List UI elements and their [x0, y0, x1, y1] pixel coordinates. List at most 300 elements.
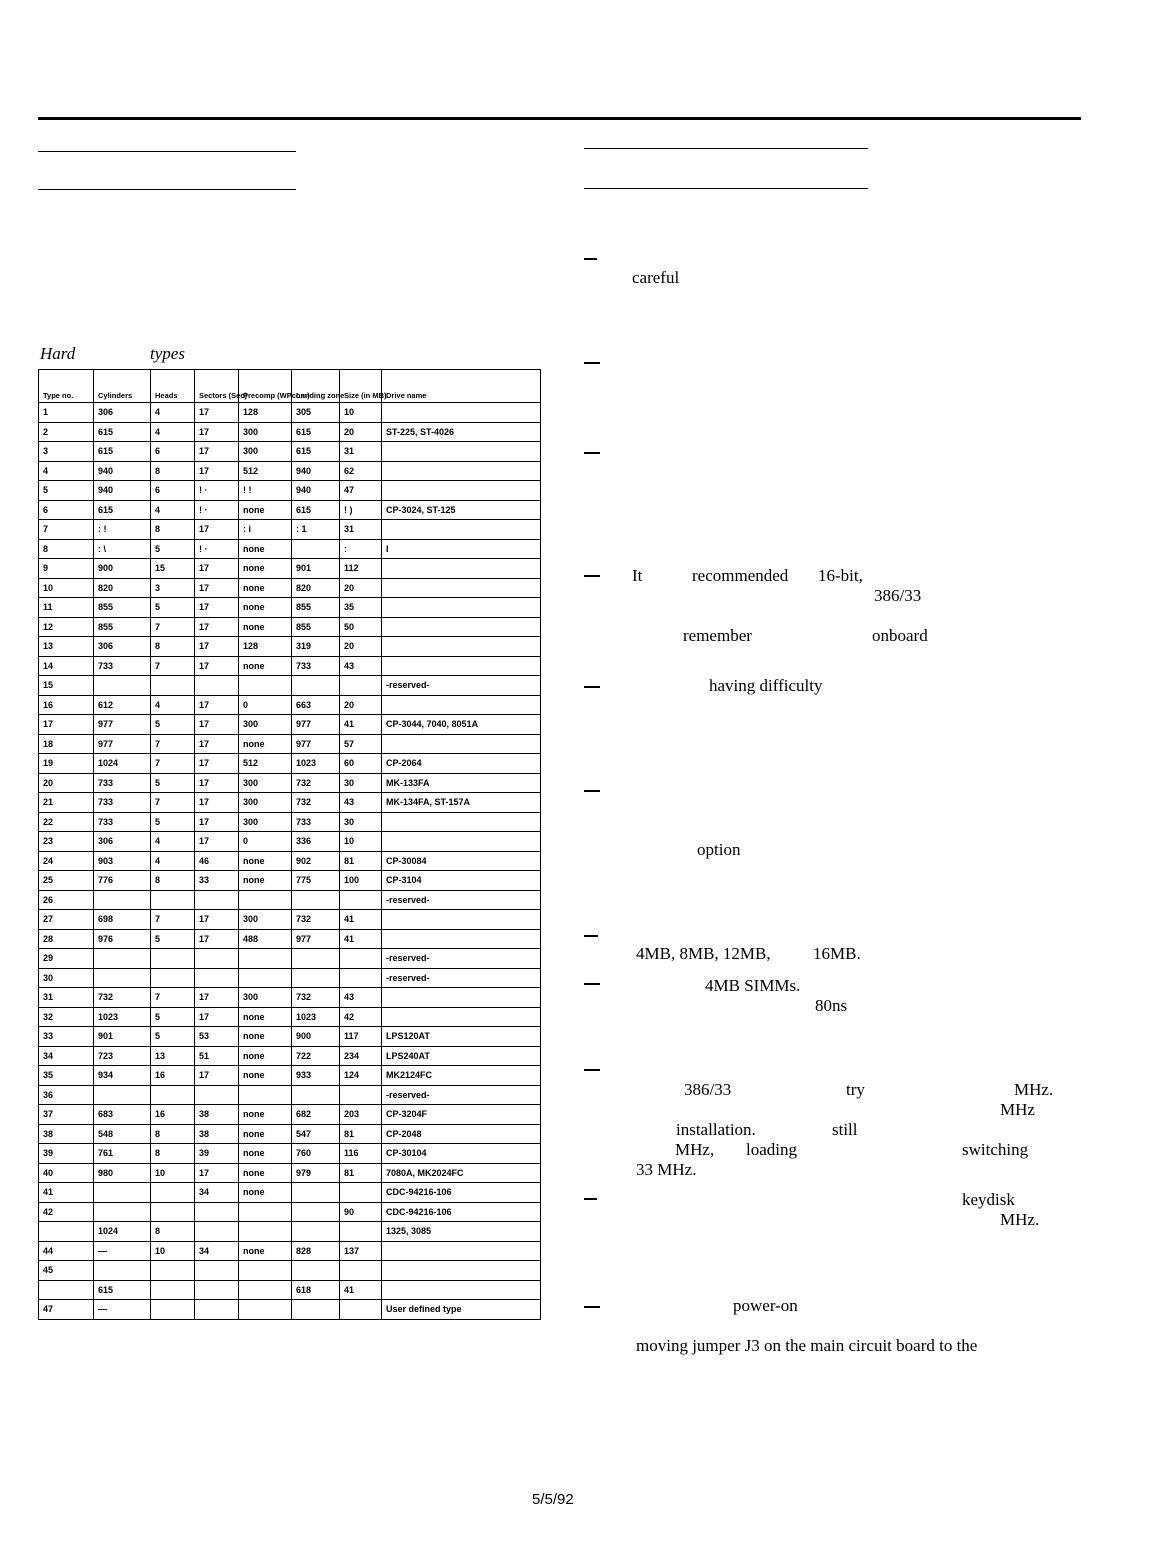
table-cell: 902 [292, 851, 340, 871]
table-cell: 39 [39, 1144, 94, 1164]
table-cell [340, 1085, 382, 1105]
table-cell: 4 [151, 500, 195, 520]
table-cell: none [239, 617, 292, 637]
table-cell: 6 [39, 500, 94, 520]
text-fragment: 4MB SIMMs. [705, 976, 801, 995]
table-cell: 7 [151, 617, 195, 637]
table-cell: none [239, 1105, 292, 1125]
table-cell: 33 [195, 871, 239, 891]
table-cell: 38 [195, 1105, 239, 1125]
table-cell [382, 520, 541, 540]
table-cell: -reserved- [382, 676, 541, 696]
table-cell: 300 [239, 812, 292, 832]
table-row [39, 949, 541, 969]
table-cell: 8 [39, 539, 94, 559]
table-cell: 15 [39, 676, 94, 696]
table-cell: 7 [151, 734, 195, 754]
table-row [39, 539, 541, 559]
column-header: Drive name [382, 370, 541, 403]
table-cell [292, 1300, 340, 1320]
table-cell: none [239, 1241, 292, 1261]
table-cell: 43 [340, 988, 382, 1008]
bullet-dash [584, 575, 600, 577]
table-cell: 14 [39, 656, 94, 676]
table-cell: 45 [39, 1261, 94, 1281]
table-cell: 100 [340, 871, 382, 891]
table-cell: CP-3024, ST-125 [382, 500, 541, 520]
table-cell [94, 1202, 151, 1222]
table-cell: : ! [94, 520, 151, 540]
table-cell: 17 [195, 656, 239, 676]
table-cell: 775 [292, 871, 340, 891]
table-cell: CDC-94216-106 [382, 1183, 541, 1203]
table-cell [39, 1280, 94, 1300]
table-cell: 32 [39, 1007, 94, 1027]
table-cell: 7 [151, 754, 195, 774]
table-row [39, 1222, 541, 1242]
table-cell [151, 1261, 195, 1281]
table-cell [94, 1183, 151, 1203]
text-fragment: 16MB. [813, 944, 861, 963]
table-cell: 733 [292, 656, 340, 676]
table-cell: : i [239, 520, 292, 540]
table-cell: 319 [292, 637, 340, 657]
table-cell [382, 734, 541, 754]
table-cell: 42 [340, 1007, 382, 1027]
table-cell: 300 [239, 793, 292, 813]
table-cell [239, 968, 292, 988]
table-cell: 20 [340, 422, 382, 442]
table-cell: 1023 [292, 754, 340, 774]
table-row [39, 715, 541, 735]
table-cell: 4 [151, 851, 195, 871]
table-cell [239, 1261, 292, 1281]
table-cell [382, 1007, 541, 1027]
table-cell: CP-3204F [382, 1105, 541, 1125]
table-cell: 31 [340, 442, 382, 462]
table-row [39, 910, 541, 930]
text-fragment: installation. [676, 1120, 756, 1139]
table-cell: none [239, 1027, 292, 1047]
table-cell: 90 [340, 1202, 382, 1222]
table-cell: ST-225, ST-4026 [382, 422, 541, 442]
table-cell: : 1 [292, 520, 340, 540]
table-cell: 306 [94, 832, 151, 852]
table-cell: 17 [195, 598, 239, 618]
table-cell [382, 1261, 541, 1281]
table-cell [382, 559, 541, 579]
table-cell: 733 [94, 812, 151, 832]
table-cell [382, 637, 541, 657]
table-cell: 5 [151, 1007, 195, 1027]
table-cell: -reserved- [382, 1085, 541, 1105]
table-cell: 10 [340, 832, 382, 852]
table-cell: 117 [340, 1027, 382, 1047]
table-row [39, 968, 541, 988]
table-cell: 20 [39, 773, 94, 793]
table-cell: 23 [39, 832, 94, 852]
table-row [39, 403, 541, 423]
table-cell: MK2124FC [382, 1066, 541, 1086]
table-row [39, 1066, 541, 1086]
table-cell: 8 [151, 637, 195, 657]
table-cell: -reserved- [382, 890, 541, 910]
table-cell [340, 1300, 382, 1320]
table-cell: 13 [151, 1046, 195, 1066]
table-cell: CDC-94216-106 [382, 1202, 541, 1222]
table-cell: 17 [39, 715, 94, 735]
table-cell: 1325, 3085 [382, 1222, 541, 1242]
table-cell [239, 890, 292, 910]
table-cell: 980 [94, 1163, 151, 1183]
table-cell: 733 [292, 812, 340, 832]
table-cell: 8 [151, 1124, 195, 1144]
table-cell: ! · [195, 539, 239, 559]
table-cell: 41 [340, 910, 382, 930]
table-cell: none [239, 578, 292, 598]
table-cell: 6 [151, 481, 195, 501]
table-cell: ! · [195, 481, 239, 501]
table-row [39, 481, 541, 501]
table-cell: none [239, 500, 292, 520]
table-cell: 16 [151, 1105, 195, 1125]
table-cell: none [239, 1124, 292, 1144]
table-cell: 81 [340, 1124, 382, 1144]
table-cell: 5 [151, 598, 195, 618]
table-cell: 732 [94, 988, 151, 1008]
table-cell: 761 [94, 1144, 151, 1164]
table-cell: 682 [292, 1105, 340, 1125]
table-row [39, 1027, 541, 1047]
table-cell [382, 695, 541, 715]
table-cell: 855 [94, 598, 151, 618]
table-cell: 336 [292, 832, 340, 852]
right-heading-rule-1 [584, 148, 868, 149]
table-cell: 10 [151, 1163, 195, 1183]
table-cell: 732 [292, 988, 340, 1008]
table-cell: none [239, 539, 292, 559]
text-fragment: MHz [1000, 1100, 1035, 1119]
table-row [39, 773, 541, 793]
table-cell: 903 [94, 851, 151, 871]
table-cell: 7 [151, 793, 195, 813]
table-cell: 900 [292, 1027, 340, 1047]
table-cell: 615 [94, 1280, 151, 1300]
table-cell [239, 949, 292, 969]
table-cell: MK-134FA, ST-157A [382, 793, 541, 813]
table-cell: none [239, 1046, 292, 1066]
table-cell [382, 442, 541, 462]
table-cell: none [239, 1066, 292, 1086]
table-cell: 17 [195, 715, 239, 735]
table-cell: 34 [39, 1046, 94, 1066]
table-cell: 41 [340, 1280, 382, 1300]
table-cell: 41 [39, 1183, 94, 1203]
table-row [39, 1280, 541, 1300]
column-header: Heads [151, 370, 195, 403]
table-cell: 10 [151, 1241, 195, 1261]
table-cell: 977 [292, 734, 340, 754]
table-cell: 30 [340, 773, 382, 793]
table-cell: 305 [292, 403, 340, 423]
table-cell [382, 1241, 541, 1261]
table-cell: none [239, 1183, 292, 1203]
table-row [39, 1085, 541, 1105]
table-cell: 17 [195, 1066, 239, 1086]
column-header: Cylinders [94, 370, 151, 403]
table-cell [340, 890, 382, 910]
table-cell: 300 [239, 988, 292, 1008]
table-row [39, 598, 541, 618]
table-cell [340, 1183, 382, 1203]
table-cell: 8 [151, 1222, 195, 1242]
table-cell [195, 949, 239, 969]
text-fragment: 80ns [815, 996, 848, 1015]
table-cell: 36 [39, 1085, 94, 1105]
table-cell [239, 676, 292, 696]
table-cell: 203 [340, 1105, 382, 1125]
table-cell: 43 [340, 656, 382, 676]
table-cell: 46 [195, 851, 239, 871]
table-cell: 940 [94, 481, 151, 501]
table-cell: 615 [292, 500, 340, 520]
table-cell: 1023 [94, 1007, 151, 1027]
table-cell: 234 [340, 1046, 382, 1066]
table-cell [195, 1202, 239, 1222]
table-cell: 38 [195, 1124, 239, 1144]
text-fragment: switching [962, 1140, 1029, 1159]
table-row [39, 461, 541, 481]
table-cell [94, 968, 151, 988]
table-cell: 1023 [292, 1007, 340, 1027]
table-cell: 9 [39, 559, 94, 579]
table-cell [94, 1261, 151, 1281]
table-cell: 17 [195, 773, 239, 793]
table-cell: 53 [195, 1027, 239, 1047]
table-row [39, 851, 541, 871]
table-cell: 17 [195, 695, 239, 715]
table-cell: 15 [151, 559, 195, 579]
table-cell: 40 [39, 1163, 94, 1183]
table-cell: 4 [39, 461, 94, 481]
table-cell [292, 968, 340, 988]
table-cell [195, 1222, 239, 1242]
table-cell: 81 [340, 851, 382, 871]
table-cell: 17 [195, 793, 239, 813]
table-cell: 137 [340, 1241, 382, 1261]
table-cell: 60 [340, 754, 382, 774]
table-cell: 612 [94, 695, 151, 715]
table-cell [239, 1202, 292, 1222]
table-cell: 44 [39, 1241, 94, 1261]
table-cell: — [94, 1300, 151, 1320]
table-cell: 17 [195, 637, 239, 657]
table-cell: 5 [151, 929, 195, 949]
table-cell: 26 [39, 890, 94, 910]
table-cell [292, 1261, 340, 1281]
caption-word-2: types [150, 344, 185, 363]
table-cell [340, 1261, 382, 1281]
table-cell: 81 [340, 1163, 382, 1183]
table-cell: 820 [292, 578, 340, 598]
table-cell: ! ) [340, 500, 382, 520]
table-cell [94, 890, 151, 910]
column-header: Landing zone [292, 370, 340, 403]
table-cell: 512 [239, 461, 292, 481]
table-cell: none [239, 851, 292, 871]
table-row [39, 1144, 541, 1164]
table-cell: 41 [340, 929, 382, 949]
table-cell: 979 [292, 1163, 340, 1183]
table-cell: 17 [195, 520, 239, 540]
table-cell: 31 [39, 988, 94, 1008]
table-row [39, 832, 541, 852]
table-row [39, 1046, 541, 1066]
table-cell: 29 [39, 949, 94, 969]
table-row [39, 1105, 541, 1125]
table-cell: 976 [94, 929, 151, 949]
table-cell: 1 [39, 403, 94, 423]
table-cell: 855 [94, 617, 151, 637]
table-row [39, 793, 541, 813]
bullet-dash [584, 258, 597, 260]
bullet-dash [584, 686, 600, 688]
table-cell: 300 [239, 715, 292, 735]
table-cell: 34 [195, 1241, 239, 1261]
table-cell: 615 [94, 500, 151, 520]
column-header: Size (in MB) [340, 370, 382, 403]
text-fragment: power-on [733, 1296, 798, 1315]
text-fragment: 386/33 [684, 1080, 732, 1099]
table-cell: 732 [292, 773, 340, 793]
table-cell: 17 [195, 734, 239, 754]
text-fragment: keydisk [962, 1190, 1015, 1209]
table-cell [239, 1222, 292, 1242]
text-fragment: 16-bit, [818, 566, 863, 585]
table-cell [382, 403, 541, 423]
table-cell: 732 [292, 793, 340, 813]
table-cell: 41 [340, 715, 382, 735]
bullet-dash [584, 1069, 600, 1071]
bullet-dash [584, 790, 600, 792]
table-cell: 0 [239, 695, 292, 715]
table-cell: 2 [39, 422, 94, 442]
table-cell: 7 [151, 656, 195, 676]
table-cell [195, 890, 239, 910]
table-cell: 47 [39, 1300, 94, 1320]
table-cell: 11 [39, 598, 94, 618]
table-cell: 512 [239, 754, 292, 774]
bullet-dash [584, 935, 598, 937]
table-cell: -reserved- [382, 968, 541, 988]
table-cell: 300 [239, 910, 292, 930]
table-row [39, 812, 541, 832]
table-cell: 5 [151, 1027, 195, 1047]
table-row [39, 871, 541, 891]
table-cell: 17 [195, 617, 239, 637]
table-cell: 10 [39, 578, 94, 598]
table-cell [292, 1202, 340, 1222]
table-cell: none [239, 871, 292, 891]
text-fragment: It [632, 566, 643, 585]
table-cell: 732 [292, 910, 340, 930]
table-cell: 300 [239, 773, 292, 793]
table-body [39, 403, 541, 1320]
table-row [39, 422, 541, 442]
bullet-dash [584, 1198, 597, 1200]
table-cell [340, 949, 382, 969]
table-cell: 7 [151, 988, 195, 1008]
table-cell: 42 [39, 1202, 94, 1222]
table-cell: 34 [195, 1183, 239, 1203]
table-cell: 306 [94, 403, 151, 423]
table-cell: 977 [94, 715, 151, 735]
table-cell: 7 [151, 910, 195, 930]
table-cell [382, 656, 541, 676]
table-cell: CP-2064 [382, 754, 541, 774]
table-cell [292, 1085, 340, 1105]
table-cell: CP-3104 [382, 871, 541, 891]
column-header: Sectors (Sec) [195, 370, 239, 403]
table-cell [195, 1261, 239, 1281]
table-cell [151, 1202, 195, 1222]
table-cell [382, 929, 541, 949]
table-cell: 17 [195, 578, 239, 598]
table-cell [382, 481, 541, 501]
table-cell: 4 [151, 695, 195, 715]
table-cell: 50 [340, 617, 382, 637]
table-cell: 22 [39, 812, 94, 832]
text-fragment: MHz. [1014, 1080, 1054, 1099]
table-cell: 5 [151, 773, 195, 793]
table-cell: 20 [340, 637, 382, 657]
text-fragment: try [846, 1080, 865, 1099]
table-cell: none [239, 598, 292, 618]
table-row [39, 695, 541, 715]
table-cell [382, 578, 541, 598]
table-cell: 62 [340, 461, 382, 481]
table-cell: 17 [195, 442, 239, 462]
table-cell: 25 [39, 871, 94, 891]
bullet-dash [584, 1306, 600, 1308]
table-cell: CP-2048 [382, 1124, 541, 1144]
table-row [39, 890, 541, 910]
table-cell: 5 [151, 812, 195, 832]
table-cell: 7080A, MK2024FC [382, 1163, 541, 1183]
table-row [39, 1163, 541, 1183]
table-cell: 828 [292, 1241, 340, 1261]
table-cell: CP-30084 [382, 851, 541, 871]
table-cell: 618 [292, 1280, 340, 1300]
table-cell [151, 676, 195, 696]
table-cell: 128 [239, 403, 292, 423]
table-row [39, 929, 541, 949]
table-cell: 723 [94, 1046, 151, 1066]
table-header-row [39, 370, 541, 403]
table-cell: 1024 [94, 1222, 151, 1242]
table-cell [151, 1280, 195, 1300]
table-cell [292, 539, 340, 559]
table-cell: 4 [151, 832, 195, 852]
table-cell: 17 [195, 1007, 239, 1027]
table-cell: 17 [195, 910, 239, 930]
table-cell [151, 1183, 195, 1203]
table-cell: 615 [94, 442, 151, 462]
table-row [39, 988, 541, 1008]
table-cell: 901 [292, 559, 340, 579]
table-cell: 4 [151, 403, 195, 423]
table-cell: 35 [340, 598, 382, 618]
